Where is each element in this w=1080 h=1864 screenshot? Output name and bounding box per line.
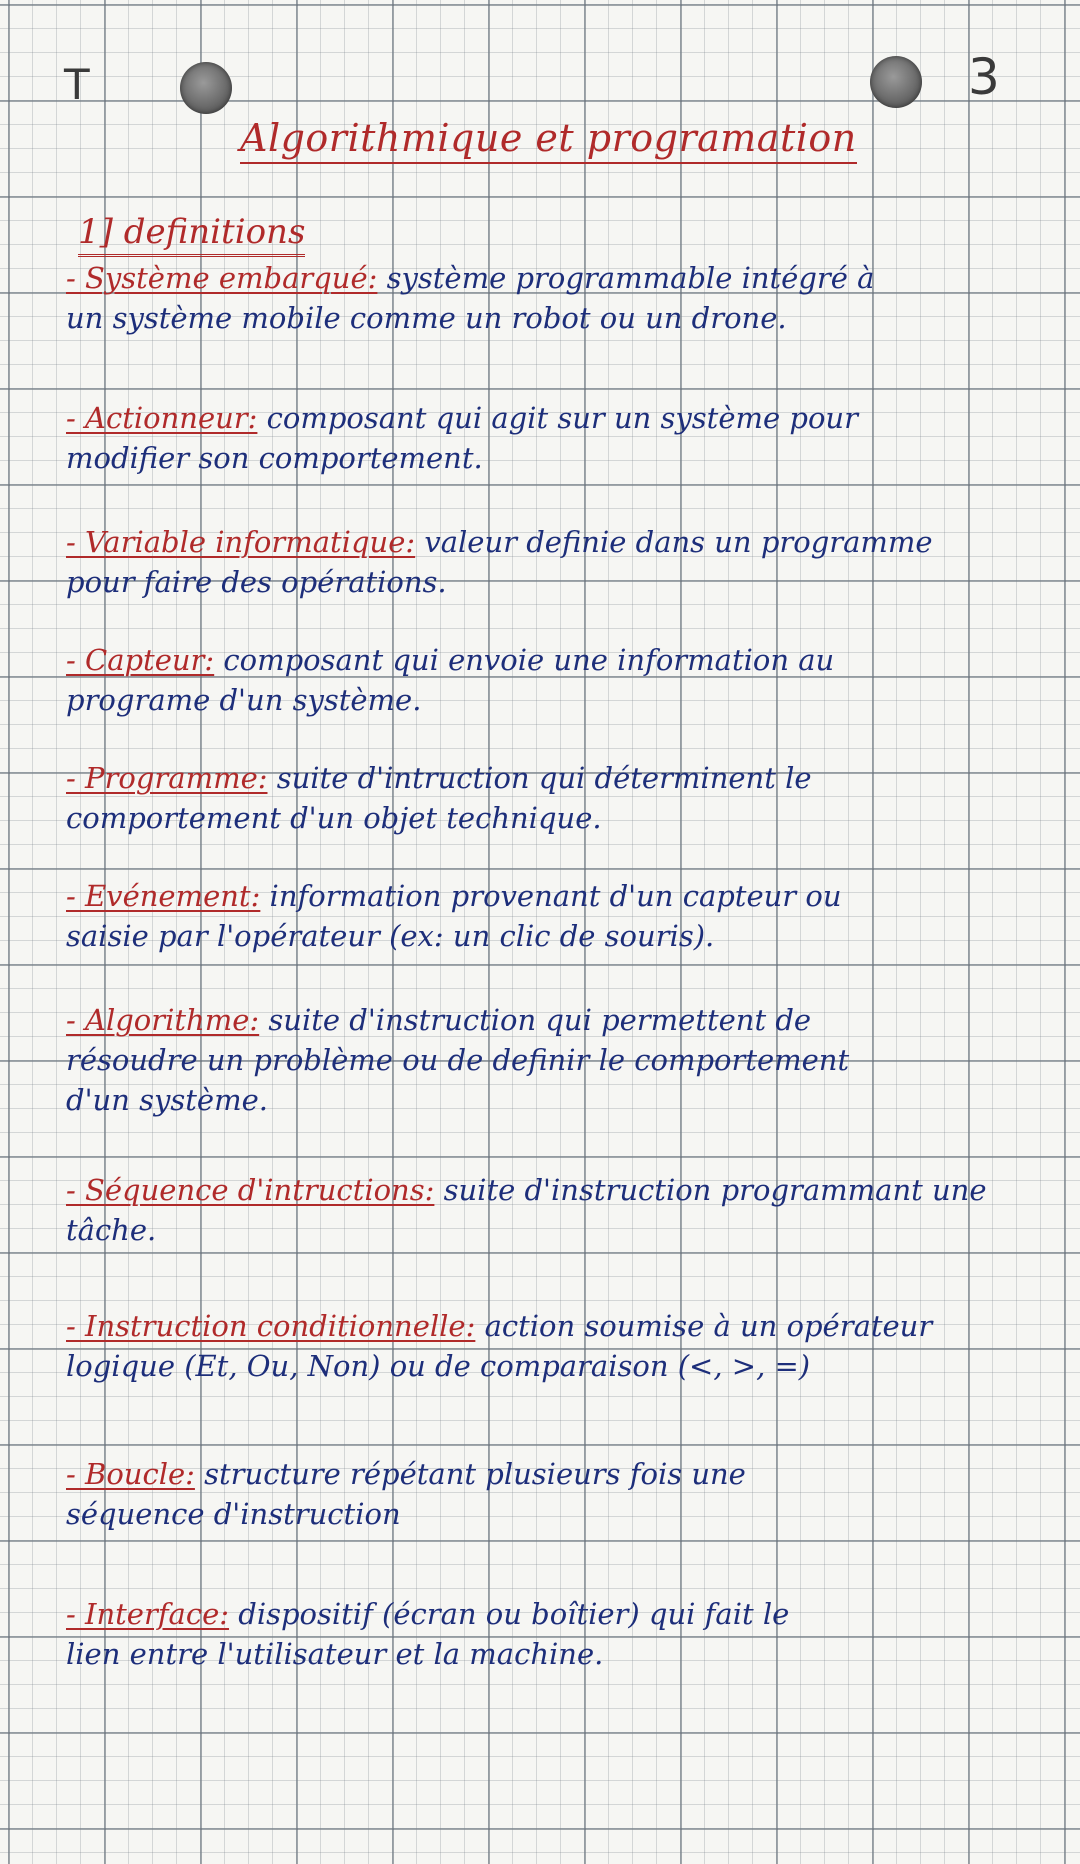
- definition-text: comportement d'un objet technique.: [66, 801, 602, 835]
- definition-text: tâche.: [66, 1213, 157, 1247]
- definition-text: valeur definie dans un programme: [415, 525, 933, 559]
- page-title: Algorithmique et programation: [240, 116, 857, 164]
- definition-term: - Algorithme:: [66, 1003, 260, 1037]
- definition-text: composant qui agit sur un système pour: [257, 401, 858, 435]
- definition-text: suite d'instruction programmant une: [434, 1173, 987, 1207]
- definition-term: - Capteur:: [66, 643, 215, 677]
- definition-item: [66, 758, 1036, 838]
- definition-term: - Actionneur:: [66, 401, 258, 435]
- definition-text: logique (Et, Ou, Non) ou de comparaison (<, >, =): [66, 1349, 811, 1383]
- definition-item: [66, 1000, 1036, 1120]
- definition-text: action soumise à un opérateur: [475, 1309, 933, 1343]
- definition-term: - Instruction conditionnelle:: [66, 1309, 476, 1343]
- corner-mark: T: [64, 60, 90, 109]
- definition-item: [66, 1306, 1036, 1386]
- definition-text: système programmable intégré à: [377, 261, 875, 295]
- definition-item: [66, 1594, 1036, 1674]
- definition-text: résoudre un problème ou de definir le comportement: [66, 1043, 850, 1077]
- definition-text: programe d'un système.: [66, 683, 422, 717]
- definition-text: composant qui envoie une information au: [214, 643, 835, 677]
- definition-text: saisie par l'opérateur (ex: un clic de souris).: [66, 919, 715, 953]
- definition-item: [66, 398, 1036, 478]
- definition-term: - Programme:: [66, 761, 268, 795]
- definition-text: séquence d'instruction: [66, 1497, 401, 1531]
- section-heading: 1] definitions: [78, 212, 305, 257]
- definition-item: [66, 640, 1036, 720]
- definition-term: - Boucle:: [66, 1457, 195, 1491]
- definition-text: suite d'intruction qui déterminent le: [267, 761, 812, 795]
- definition-term: - Séquence d'intructions:: [66, 1173, 435, 1207]
- definition-term: - Système embarqué:: [66, 261, 378, 295]
- definition-text: information provenant d'un capteur ou: [260, 879, 842, 913]
- definition-item: [66, 522, 1036, 602]
- definition-term: - Evénement:: [66, 879, 261, 913]
- definition-text: structure répétant plusieurs fois une: [194, 1457, 746, 1491]
- page-number: 3: [968, 48, 1000, 106]
- definition-text: pour faire des opérations.: [66, 565, 447, 599]
- definition-text: un système mobile comme un robot ou un drone.: [66, 301, 787, 335]
- definition-text: lien entre l'utilisateur et la machine.: [66, 1637, 604, 1671]
- definition-text: modifier son comportement.: [66, 441, 483, 475]
- definition-item: [66, 1170, 1036, 1250]
- definition-text: dispositif (écran ou boîtier) qui fait le: [229, 1597, 790, 1631]
- definition-term: - Variable informatique:: [66, 525, 416, 559]
- definition-text: d'un système.: [66, 1083, 268, 1117]
- definition-item: [66, 1454, 1036, 1534]
- definition-item: [66, 876, 1036, 956]
- definition-term: - Interface:: [66, 1597, 230, 1631]
- definition-text: suite d'instruction qui permettent de: [259, 1003, 812, 1037]
- definition-item: [66, 258, 1036, 338]
